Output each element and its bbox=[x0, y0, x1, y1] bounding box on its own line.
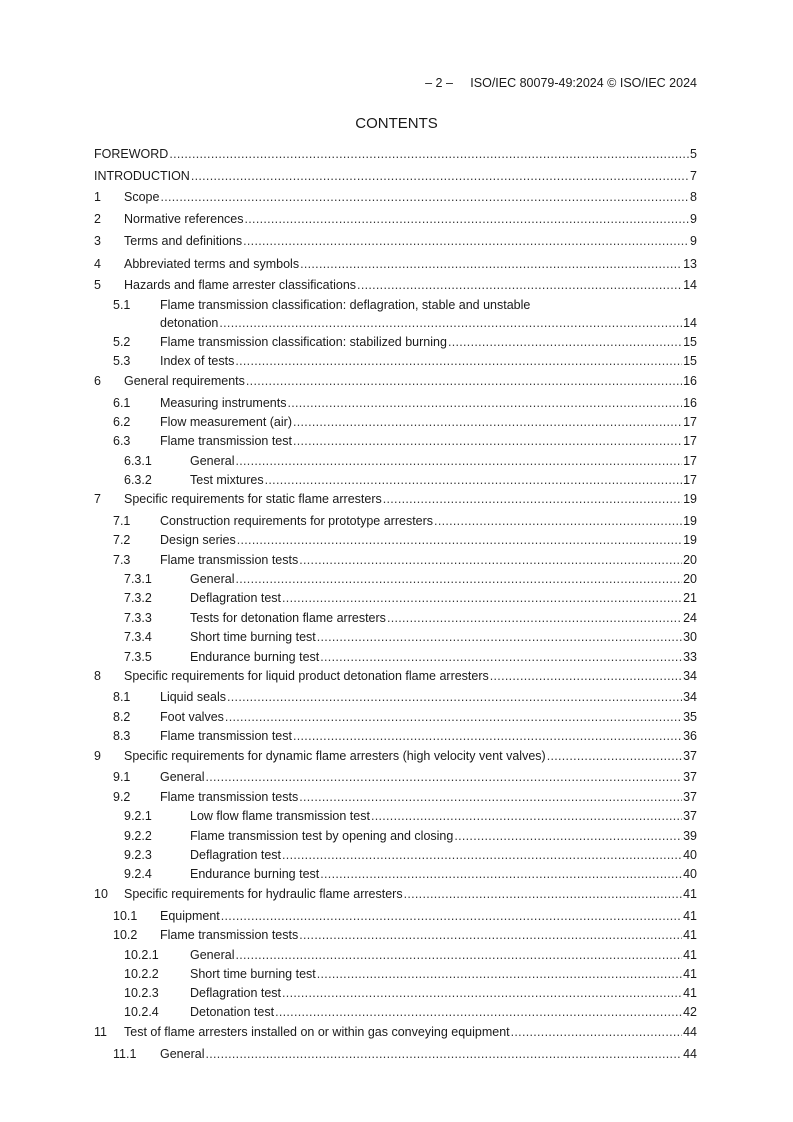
page-header: – 2 – ISO/IEC 80079-49:2024 © ISO/IEC 2024 bbox=[425, 76, 697, 90]
toc-entry-number: 1 bbox=[94, 190, 101, 204]
toc-entry-number: 9.2 bbox=[113, 790, 131, 804]
toc-entry-page: 17 bbox=[683, 434, 697, 448]
toc-entry-title[interactable]: Flame transmission tests bbox=[160, 928, 299, 942]
toc-entry-number: 7 bbox=[94, 492, 101, 506]
toc-entry-page: 39 bbox=[683, 829, 697, 843]
toc-entry-title[interactable]: Deflagration test bbox=[190, 848, 282, 862]
toc-entry[interactable] bbox=[0, 514, 793, 530]
toc-entry-page: 20 bbox=[683, 553, 697, 567]
toc-entry-title[interactable]: Flame transmission tests bbox=[160, 553, 299, 567]
dot-leader bbox=[282, 848, 682, 862]
toc-entry-title[interactable]: General bbox=[190, 948, 235, 962]
toc-entry-number: 11.1 bbox=[113, 1047, 137, 1061]
toc-entry-title[interactable]: Specific requirements for hydraulic flame arresters bbox=[124, 887, 403, 901]
dot-leader bbox=[246, 374, 682, 388]
toc-entry-title[interactable]: Deflagration test bbox=[190, 986, 282, 1000]
toc-entry-number: 7.3.3 bbox=[124, 611, 152, 625]
toc-entry-number: 10.2.1 bbox=[124, 948, 159, 962]
toc-entry-page: 21 bbox=[683, 591, 697, 605]
toc-entry-page: 9 bbox=[690, 212, 697, 226]
toc-entry[interactable] bbox=[0, 749, 793, 765]
toc-entry-page: 19 bbox=[683, 492, 697, 506]
toc-entry-page: 24 bbox=[683, 611, 697, 625]
toc-entry-title[interactable]: Measuring instruments bbox=[160, 396, 287, 410]
toc-entry[interactable] bbox=[0, 492, 793, 508]
toc-entry-title[interactable]: Specific requirements for dynamic flame arresters (high velocity vent valves) bbox=[124, 749, 546, 763]
toc-entry-number: 8.3 bbox=[113, 729, 131, 743]
toc-entry-title[interactable]: Tests for detonation flame arresters bbox=[190, 611, 386, 625]
toc-entry[interactable] bbox=[0, 257, 793, 273]
toc-entry[interactable] bbox=[0, 553, 793, 569]
dot-leader bbox=[293, 434, 682, 448]
toc-entry-number: 8 bbox=[94, 669, 101, 683]
toc-entry[interactable] bbox=[0, 710, 793, 726]
toc-entry[interactable] bbox=[0, 809, 793, 825]
toc-entry-number: 6.3.2 bbox=[124, 473, 152, 487]
toc-entry-number: 7.1 bbox=[113, 514, 131, 528]
toc-entry-page: 37 bbox=[683, 770, 697, 784]
toc-entry-number: 6.2 bbox=[113, 415, 131, 429]
toc-entry-page: 37 bbox=[683, 749, 697, 763]
toc-entry-title[interactable]: Short time burning test bbox=[190, 967, 316, 981]
toc-entry-number: 8.1 bbox=[113, 690, 131, 704]
toc-entry-page: 7 bbox=[690, 169, 697, 183]
toc-entry[interactable] bbox=[0, 473, 793, 489]
toc-entry-title[interactable]: Short time burning test bbox=[190, 630, 316, 644]
toc-entry-number: 10.2.3 bbox=[124, 986, 159, 1000]
dot-leader bbox=[434, 514, 682, 528]
toc-entry-number: 7.3.2 bbox=[124, 591, 152, 605]
toc-entry-page: 20 bbox=[683, 572, 697, 586]
dot-leader bbox=[235, 354, 682, 368]
dot-leader bbox=[191, 169, 689, 183]
toc-entry-title[interactable]: Hazards and flame arrester classifications bbox=[124, 278, 357, 292]
toc-entry-number: 7.3 bbox=[113, 553, 131, 567]
dot-leader bbox=[275, 1005, 682, 1019]
toc-entry-title[interactable]: Construction requirements for prototype arresters bbox=[160, 514, 434, 528]
toc-entry-page: 41 bbox=[683, 887, 697, 901]
toc-entry[interactable] bbox=[0, 169, 793, 185]
dot-leader bbox=[169, 147, 689, 161]
dot-leader bbox=[225, 710, 682, 724]
toc-entry[interactable] bbox=[0, 867, 793, 883]
toc-entry-page: 5 bbox=[690, 147, 697, 161]
dot-leader bbox=[383, 492, 682, 506]
dot-leader bbox=[404, 887, 683, 901]
toc-entry-title[interactable]: Endurance burning test bbox=[190, 650, 320, 664]
toc-entry-title[interactable]: Normative references bbox=[124, 212, 244, 226]
toc-entry-number: 8.2 bbox=[113, 710, 131, 724]
toc-entry-number: 9.2.4 bbox=[124, 867, 152, 881]
toc-entry-page: 30 bbox=[683, 630, 697, 644]
toc-entry-page: 41 bbox=[683, 986, 697, 1000]
toc-entry[interactable] bbox=[0, 374, 793, 390]
toc-entry-number: 9.1 bbox=[113, 770, 131, 784]
toc-entry-number: 5.1 bbox=[113, 298, 131, 312]
toc-entry[interactable] bbox=[0, 729, 793, 745]
toc-entry-title[interactable]: Endurance burning test bbox=[190, 867, 320, 881]
toc-entry[interactable] bbox=[0, 572, 793, 588]
toc-entry[interactable] bbox=[0, 630, 793, 646]
dot-leader bbox=[317, 967, 682, 981]
toc-entry-number: 9.2.1 bbox=[124, 809, 152, 823]
toc-entry[interactable] bbox=[0, 669, 793, 685]
dot-leader bbox=[299, 790, 682, 804]
toc-entry-number: 10.1 bbox=[113, 909, 138, 923]
toc-entry-title[interactable]: Flow measurement (air) bbox=[160, 415, 292, 429]
toc-entry-page: 41 bbox=[683, 928, 697, 942]
dot-leader bbox=[237, 533, 682, 547]
toc-entry-page: 41 bbox=[683, 948, 697, 962]
toc-entry-title[interactable]: Terms and definitions bbox=[124, 234, 243, 248]
toc-entry-title[interactable]: Abbreviated terms and symbols bbox=[124, 257, 300, 271]
toc-entry[interactable] bbox=[0, 909, 793, 925]
dot-leader bbox=[227, 690, 682, 704]
toc-entry-title[interactable]: Design series bbox=[160, 533, 236, 547]
toc-entry[interactable] bbox=[0, 354, 793, 370]
toc-entry[interactable] bbox=[0, 611, 793, 627]
toc-entry-number: 10.2.2 bbox=[124, 967, 159, 981]
dot-leader bbox=[320, 867, 682, 881]
dot-leader bbox=[448, 335, 682, 349]
toc-entry[interactable] bbox=[0, 986, 793, 1002]
toc-entry[interactable] bbox=[0, 147, 793, 163]
toc-entry[interactable] bbox=[0, 948, 793, 964]
toc-entry-page: 14 bbox=[683, 316, 697, 330]
dot-leader bbox=[221, 909, 682, 923]
toc-entry[interactable] bbox=[0, 887, 793, 903]
toc-entry[interactable] bbox=[0, 650, 793, 666]
toc-entry[interactable] bbox=[0, 234, 793, 250]
toc-entry-title[interactable]: Scope bbox=[124, 190, 160, 204]
toc-entry[interactable] bbox=[0, 396, 793, 412]
toc-entry-page: 41 bbox=[683, 909, 697, 923]
toc-entry-number: 10.2.4 bbox=[124, 1005, 159, 1019]
toc-entry-page: 17 bbox=[683, 454, 697, 468]
dot-leader bbox=[511, 1025, 682, 1039]
toc-entry-title[interactable]: Deflagration test bbox=[190, 591, 282, 605]
toc-entry-number: 10.2 bbox=[113, 928, 138, 942]
toc-entry-title[interactable]: Flame transmission classification: stabilized burning bbox=[160, 335, 447, 349]
toc-entry-title[interactable]: Flame transmission test bbox=[160, 729, 292, 743]
toc-entry[interactable] bbox=[0, 335, 793, 351]
toc-entry-page: 15 bbox=[683, 354, 697, 368]
toc-entry-title[interactable]: General bbox=[160, 770, 205, 784]
toc-entry-number: 6.3.1 bbox=[124, 454, 152, 468]
toc-entry-page: 33 bbox=[683, 650, 697, 664]
toc-entry-title[interactable]: Specific requirements for static flame arresters bbox=[124, 492, 382, 506]
toc-entry-title[interactable]: Index of tests bbox=[160, 354, 235, 368]
toc-entry-page: 35 bbox=[683, 710, 697, 724]
dot-leader bbox=[299, 928, 682, 942]
dot-leader bbox=[547, 749, 682, 763]
toc-entry[interactable] bbox=[0, 690, 793, 706]
toc-entry[interactable] bbox=[0, 434, 793, 450]
toc-entry-title[interactable]: General bbox=[160, 1047, 205, 1061]
toc-entry[interactable] bbox=[0, 848, 793, 864]
toc-entry-page: 16 bbox=[683, 396, 697, 410]
toc-entry-page: 41 bbox=[683, 967, 697, 981]
toc-entry-number: 6.1 bbox=[113, 396, 131, 410]
toc-entry[interactable] bbox=[0, 1047, 793, 1063]
toc-entry-number: 9 bbox=[94, 749, 101, 763]
toc-entry[interactable] bbox=[0, 928, 793, 944]
dot-leader bbox=[282, 986, 682, 1000]
dot-leader bbox=[299, 553, 682, 567]
dot-leader bbox=[245, 212, 690, 226]
toc-entry-page: 19 bbox=[683, 514, 697, 528]
toc-entry-page: 16 bbox=[683, 374, 697, 388]
dot-leader bbox=[243, 234, 689, 248]
toc-entry[interactable] bbox=[0, 591, 793, 607]
toc-entry-page: 9 bbox=[690, 234, 697, 248]
dot-leader bbox=[371, 809, 682, 823]
dot-leader bbox=[317, 630, 682, 644]
toc-entry-page: 14 bbox=[683, 278, 697, 292]
toc-entry[interactable] bbox=[0, 770, 793, 786]
toc-entry-number: 6 bbox=[94, 374, 101, 388]
toc-entry-number: 4 bbox=[94, 257, 101, 271]
toc-entry-number: 5.3 bbox=[113, 354, 131, 368]
toc-entry-number: 2 bbox=[94, 212, 101, 226]
toc-entry[interactable] bbox=[0, 278, 793, 294]
toc-entry-number: 7.2 bbox=[113, 533, 131, 547]
toc-entry-page: 17 bbox=[683, 473, 697, 487]
toc-entry-title[interactable]: Detonation test bbox=[190, 1005, 275, 1019]
toc-entry-title[interactable]: General requirements bbox=[124, 374, 245, 388]
toc-entry-number: 5 bbox=[94, 278, 101, 292]
toc-entry-title[interactable]: FOREWORD bbox=[94, 147, 169, 161]
toc-entry[interactable] bbox=[0, 454, 793, 470]
toc-entry-title[interactable]: detonation bbox=[160, 316, 219, 330]
dot-leader bbox=[282, 591, 682, 605]
toc-entry-title[interactable]: Low flow flame transmission test bbox=[190, 809, 370, 823]
toc-entry-title[interactable]: Test of flame arresters installed on or within gas conveying equipment bbox=[124, 1025, 510, 1039]
toc-entry[interactable] bbox=[0, 212, 793, 228]
dot-leader bbox=[387, 611, 682, 625]
toc-entry-title[interactable]: Foot valves bbox=[160, 710, 224, 724]
toc-entry[interactable] bbox=[0, 533, 793, 549]
toc-entry-number: 7.3.1 bbox=[124, 572, 152, 586]
page-title: CONTENTS bbox=[355, 115, 438, 132]
toc-entry-page: 13 bbox=[683, 257, 697, 271]
toc-entry[interactable] bbox=[0, 967, 793, 983]
toc-entry[interactable] bbox=[0, 1005, 793, 1021]
toc-entry-number: 3 bbox=[94, 234, 101, 248]
dot-leader bbox=[235, 572, 682, 586]
dot-leader bbox=[265, 473, 682, 487]
toc-entry-page: 17 bbox=[683, 415, 697, 429]
toc-entry-page: 34 bbox=[683, 669, 697, 683]
toc-entry-page: 44 bbox=[683, 1047, 697, 1061]
dot-leader bbox=[205, 770, 682, 784]
toc-entry-page: 15 bbox=[683, 335, 697, 349]
toc-entry-title[interactable]: Equipment bbox=[160, 909, 220, 923]
toc-entry-title[interactable]: Specific requirements for liquid product detonation flame arresters bbox=[124, 669, 489, 683]
toc-entry-title[interactable]: Flame transmission test by opening and closing bbox=[190, 829, 454, 843]
toc-entry-page: 44 bbox=[683, 1025, 697, 1039]
toc-entry-title[interactable]: General bbox=[190, 572, 235, 586]
toc-entry-page: 37 bbox=[683, 809, 697, 823]
toc-entry-page: 19 bbox=[683, 533, 697, 547]
dot-leader bbox=[357, 278, 682, 292]
dot-leader bbox=[160, 190, 689, 204]
dot-leader bbox=[454, 829, 682, 843]
toc-entry-title-line1: Flame transmission classification: deflagration, stable and unstable bbox=[160, 298, 531, 312]
toc-entry-page: 40 bbox=[683, 848, 697, 862]
toc-entry-title[interactable]: Flame transmission test bbox=[160, 434, 292, 448]
dot-leader bbox=[205, 1047, 682, 1061]
toc-entry-page: 8 bbox=[690, 190, 697, 204]
toc-entry[interactable] bbox=[0, 190, 793, 206]
dot-leader bbox=[219, 316, 682, 330]
dot-leader bbox=[235, 948, 682, 962]
toc-entry-title[interactable]: INTRODUCTION bbox=[94, 169, 190, 183]
toc-entry[interactable] bbox=[0, 829, 793, 845]
toc-entry-page: 34 bbox=[683, 690, 697, 704]
toc-entry-page: 36 bbox=[683, 729, 697, 743]
toc-entry-number: 9.2.3 bbox=[124, 848, 152, 862]
toc-entry-page: 37 bbox=[683, 790, 697, 804]
dot-leader bbox=[490, 669, 682, 683]
dot-leader bbox=[287, 396, 682, 410]
dot-leader bbox=[293, 415, 682, 429]
toc-entry-number: 7.3.4 bbox=[124, 630, 152, 644]
toc-entry[interactable] bbox=[0, 1025, 793, 1041]
dot-leader bbox=[320, 650, 682, 664]
dot-leader bbox=[293, 729, 682, 743]
toc-entry[interactable] bbox=[0, 298, 793, 332]
toc-entry-title[interactable]: General bbox=[190, 454, 235, 468]
toc-entry-title[interactable]: Flame transmission tests bbox=[160, 790, 299, 804]
toc-entry[interactable] bbox=[0, 415, 793, 431]
toc-entry[interactable] bbox=[0, 790, 793, 806]
dot-leader bbox=[300, 257, 682, 271]
toc-entry-number: 7.3.5 bbox=[124, 650, 152, 664]
toc-entry-number: 11 bbox=[94, 1025, 107, 1039]
toc-entry-page: 42 bbox=[683, 1005, 697, 1019]
toc-entry-title[interactable]: Liquid seals bbox=[160, 690, 227, 704]
toc-entry-number: 5.2 bbox=[113, 335, 131, 349]
toc-entry-number: 9.2.2 bbox=[124, 829, 152, 843]
toc-entry-number: 6.3 bbox=[113, 434, 131, 448]
toc-entry-page: 40 bbox=[683, 867, 697, 881]
toc-entry-number: 10 bbox=[94, 887, 108, 901]
dot-leader bbox=[235, 454, 682, 468]
toc-entry-title[interactable]: Test mixtures bbox=[190, 473, 264, 487]
